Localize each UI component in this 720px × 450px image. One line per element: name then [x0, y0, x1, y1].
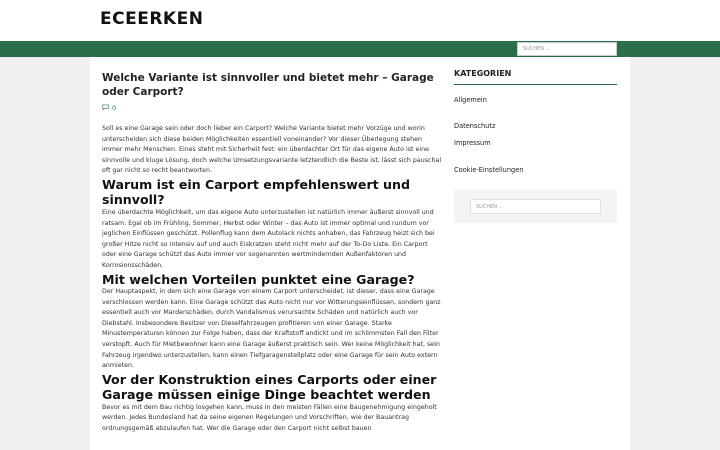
site-title[interactable]: ECEERKEN [100, 9, 204, 29]
article-intro: Soll es eine Garage sein oder doch lieber ein Carport? Welche Variante bietet mehr Vorzüge und worin unterscheiden sich diese beiden Möglichkeiten essentiell voneinander? Vor dieser Überlegung stehen immer mehr Menschen. Eines steht mit Sicherheit fest: ein überdachter Ort für das eigene Auto ist eine sinnvolle und kluge Lösung, doch welche Umsetzungsvariante letztendlich die Beste ist, lässt sich pauschal oft gar nicht so recht beantworten. [102, 125, 442, 175]
section-text: Eine überdachte Möglichkeit, um das eigene Auto unterzustellen ist natürlich immer äußerst sinnvoll und ratsam. Egal ob im Frühling, Sommer, Herbst oder Winter – das Auto ist immer optimal und rundum vor jeglichen Einflüssen geschützt. Pollenflug kann dem Autolack nichts anhaben, das Fahrzeug heizt sich bei großer Hitze nicht so intensiv auf und auch Eiskratzen steht nicht mehr auf der To-Do Liste. Ein Carport oder eine Garage schützt das Auto immer vor sogenannten wertmindernden Außenfaktoren und Korrosionsschäden. [102, 208, 435, 269]
section-heading: Warum ist ein Carport empfehlenswert und sinnvoll? [102, 176, 411, 208]
article [102, 69, 442, 435]
section-text: Bevor es mit dem Bau richtig losgehen kann, muss in den meisten Fällen eine Baugenehmigung eingeholt werden. Jedes Bundesland hat da seine eigenen Regelungen und Vorschriften, wie der Bauantrag ordnungsgemäß abzulaufen hat. Wer die Garage oder den Carport nicht selbst bauen [102, 403, 437, 432]
section-heading: Vor der Konstruktion eines Carports oder einer Garage müssen einige Dinge beachtet werden [102, 371, 437, 403]
comment-icon [102, 104, 109, 112]
category-link-cookie-einstellungen[interactable]: Cookie-Einstellungen [454, 166, 524, 174]
article-title[interactable]: Welche Variante ist sinnvoller und bietet mehr – Garage oder Carport? [102, 72, 434, 98]
header-search-input[interactable]: SUCHEN ... [517, 42, 617, 56]
category-link-datenschutz[interactable]: Datenschutz [454, 122, 496, 130]
sidebar [454, 69, 617, 210]
site-header [0, 0, 720, 41]
sidebar-search-input[interactable]: SUCHEN ... [470, 199, 601, 214]
category-link-allgemein[interactable]: Allgemein [454, 96, 487, 104]
section-text: Der Hauptaspekt, in dem sich eine Garage von einem Carport unterscheidet, ist dieser, dass eine Garage verschlossen werden kann. Eine Garage schützt das Auto nicht nur vor Witterungseinflüssen, sondern ganz essentiell auch vor Marderschäden, durch Vandalismus verursachte Schäden und natürlich auch vor Diebstahl. Insbesondere Besitzer von Dieselfahrzeugen profitieren von einer Garage. Starke Minustemperaturen können zur Folge haben, dass der Kraftstoff andickt und im schlimmsten Fall den Filter verstopft. Auch für Mietbewohner kann eine Garage äußerst praktisch sein. Wer keine Möglichkeit hat, sein Fahrzeug irgendwo unterzustellen, kann einen Tiefgaragenstellplatz oder eine Garage für sein Auto extern anmieten. [102, 288, 441, 370]
category-link-impressum[interactable]: Impressum [454, 139, 491, 147]
comment-count[interactable]: 0 [112, 103, 117, 112]
section-heading: Mit welchen Vorteilen punktet eine Garage? [102, 271, 415, 287]
categories-heading: KATEGORIEN [454, 69, 617, 85]
sidebar-search-widget [454, 190, 617, 223]
article-meta [102, 102, 442, 113]
